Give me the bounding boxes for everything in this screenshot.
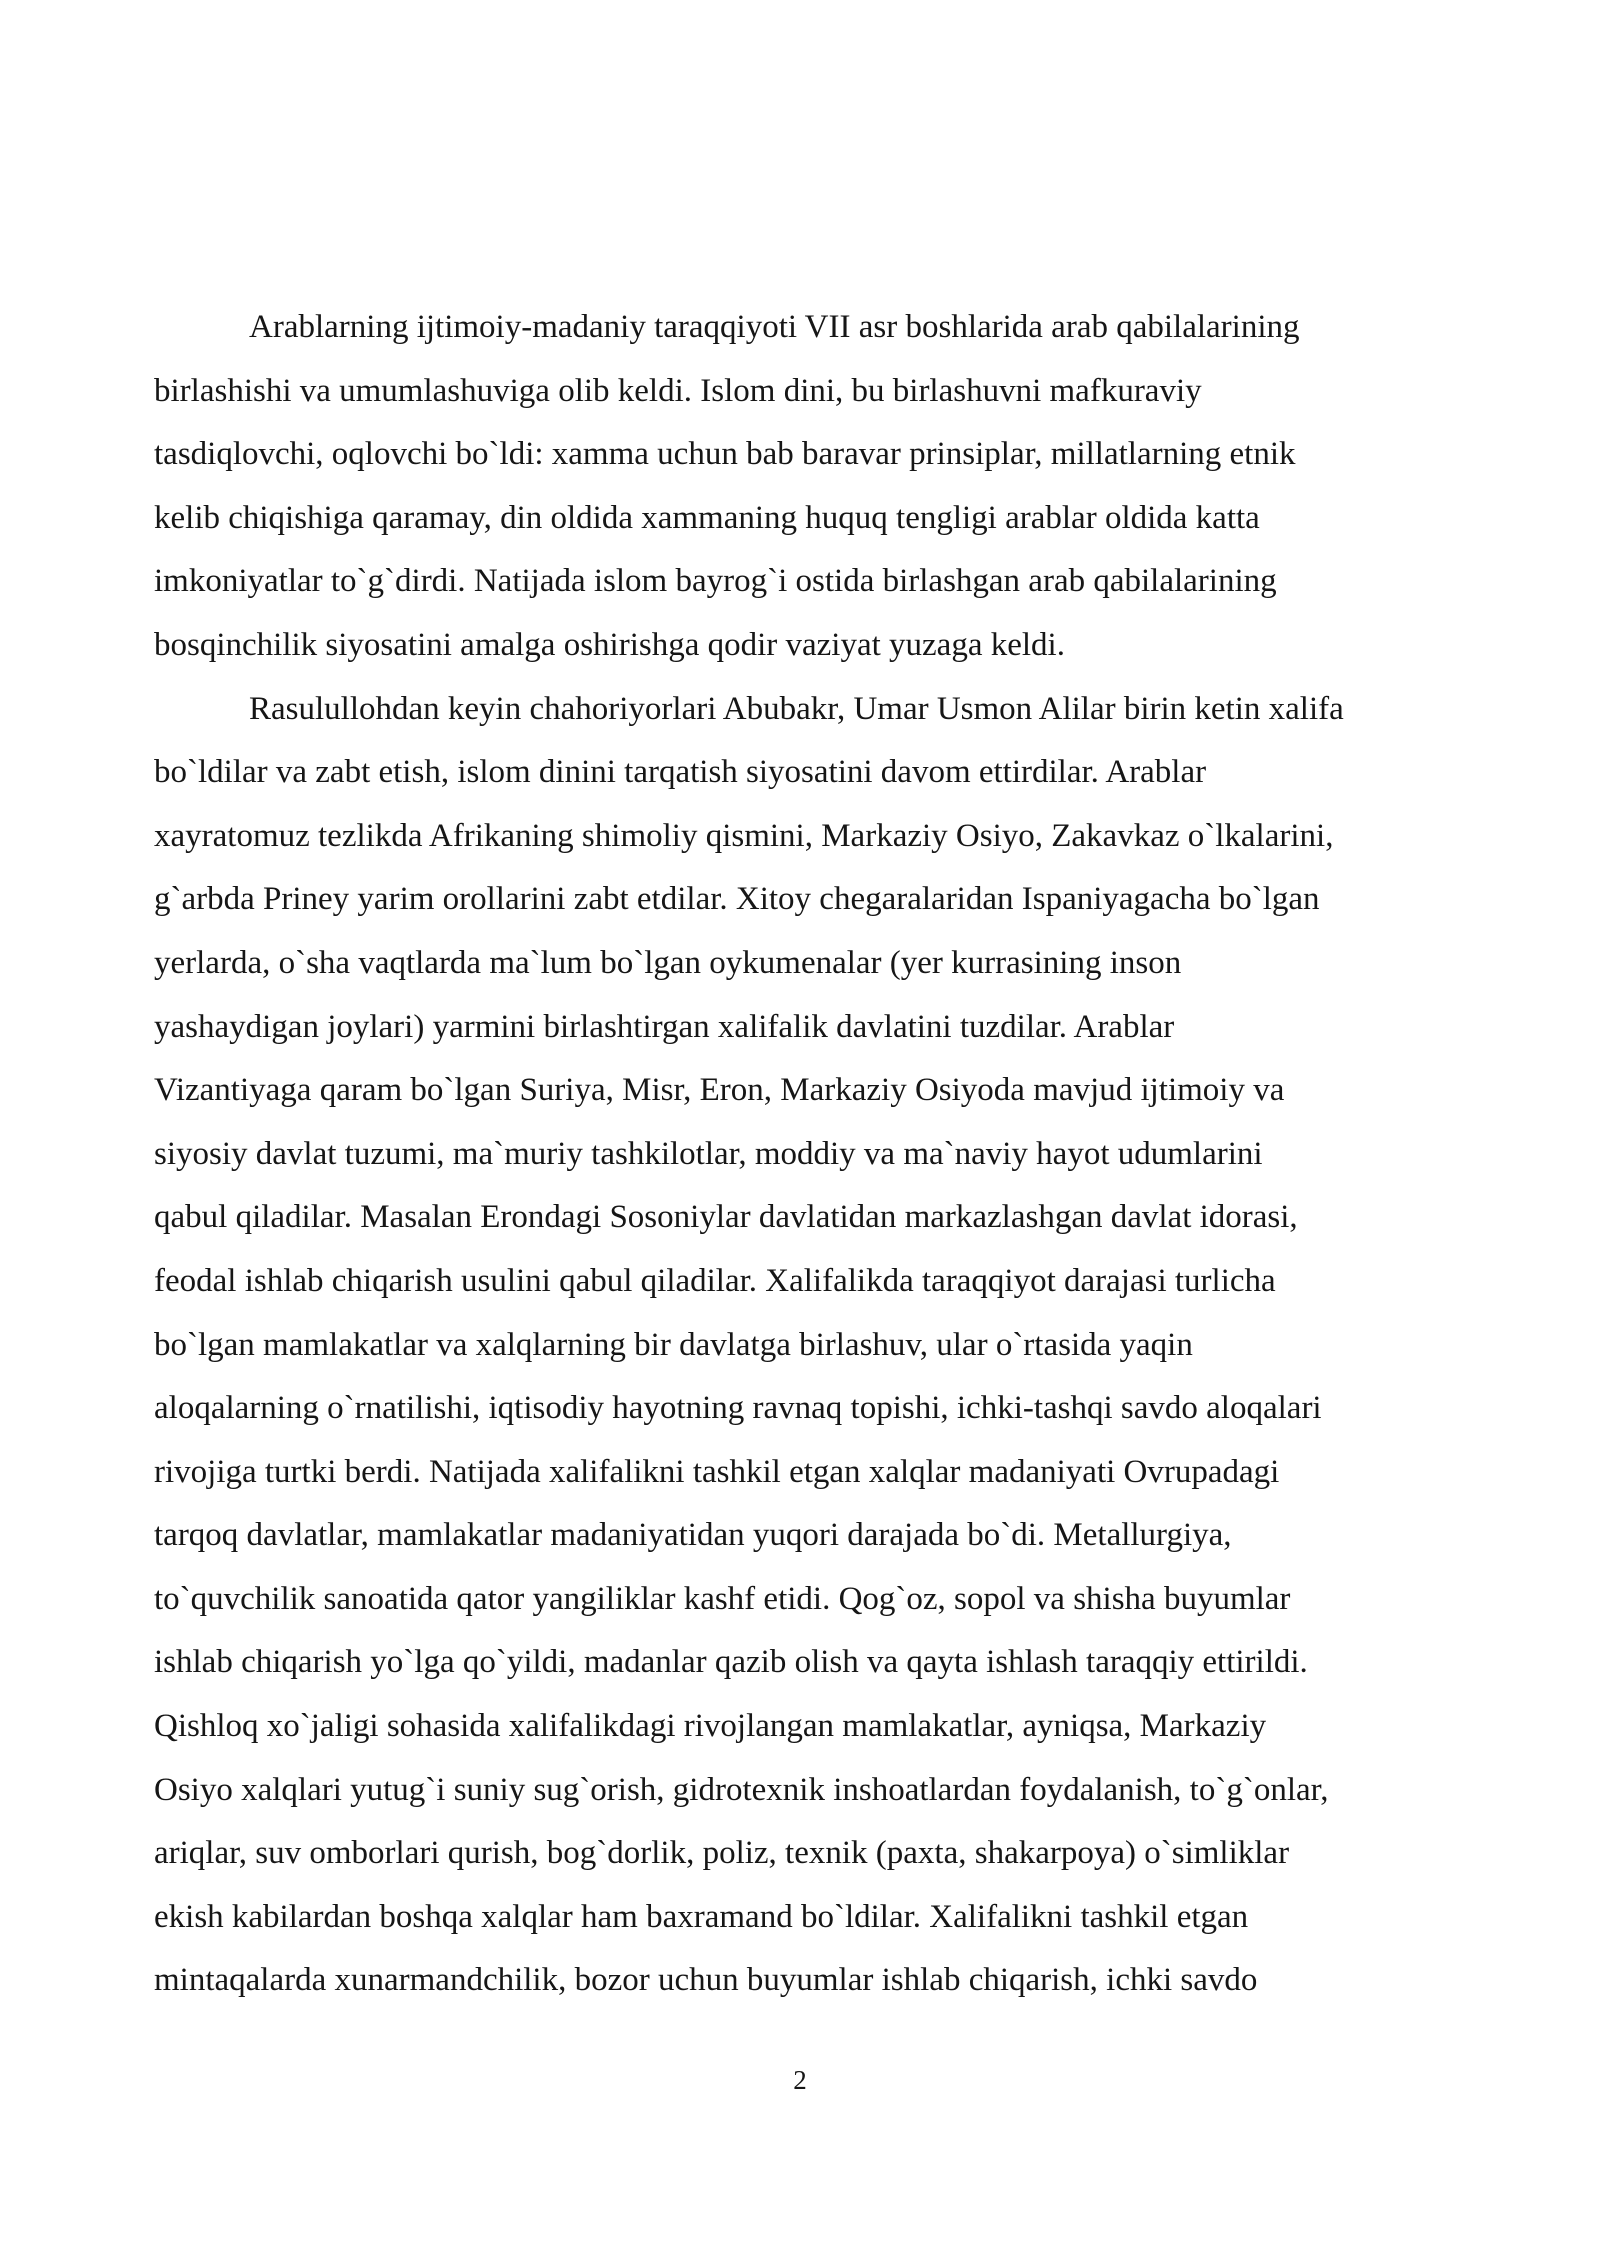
text-line: kelib chiqishiga qaramay, din oldida xammaning huquq tengligi arablar oldida katta xyxy=(154,499,1260,536)
text-line: imkoniyatlar to`g`dirdi. Natijada islom bayrog`i ostida birlashgan arab qabilalarining xyxy=(154,563,1277,600)
text-line: birlashishi va umumlashuviga olib keldi. Islom dini, bu birlashuvni mafkuraviy xyxy=(154,372,1202,409)
text-line: tarqoq davlatlar, mamlakatlar madaniyatidan yuqori darajada bo`di. Metallurgiya, xyxy=(154,1517,1232,1554)
text-line: qabul qiladilar. Masalan Erondagi Sosoniylar davlatidan markazlashgan davlat idorasi, xyxy=(154,1199,1298,1236)
text-line: Arablarning ijtimoiy-madaniy taraqqiyoti VII asr boshlarida arab qabilalarining xyxy=(249,309,1300,345)
text-line: Rasulullohdan keyin chahoriyorlari Abubakr, Umar Usmon Alilar birin ketin xalifa xyxy=(249,690,1344,727)
text-line: bosqinchilik siyosatini amalga oshirishga qodir vaziyat yuzaga keldi. xyxy=(154,626,1065,663)
text-line: feodal ishlab chiqarish usulini qabul qiladilar. Xalifalikda taraqqiyot darajasi turlicha xyxy=(154,1262,1276,1299)
text-line: siyosiy davlat tuzumi, ma`muriy tashkilotlar, moddiy va ma`naviy hayot udumlarini xyxy=(154,1135,1263,1172)
text-line: bo`lgan mamlakatlar va xalqlarning bir davlatga birlashuv, ular o`rtasida yaqin xyxy=(154,1326,1193,1363)
text-line: to`quvchilik sanoatida qator yangiliklar kashf etidi. Qog`oz, sopol va shisha buyumlar xyxy=(154,1580,1291,1617)
text-line: Vizantiyaga qaram bo`lgan Suriya, Misr, Eron, Markaziy Osiyoda mavjud ijtimoiy va xyxy=(154,1072,1285,1109)
text-line: Qishloq xo`jaligi sohasida xalifalikdagi rivojlangan mamlakatlar, ayniqsa, Markaziy xyxy=(154,1708,1267,1745)
page-number: 2 xyxy=(793,2065,807,2095)
text-line: rivojiga turtki berdi. Natijada xalifalikni tashkil etgan xalqlar madaniyati Ovrupadagi xyxy=(154,1453,1280,1490)
document-body xyxy=(154,296,1514,2013)
text-line: yerlarda, o`sha vaqtlarda ma`lum bo`lgan oykumenalar (yer kurrasining inson xyxy=(154,944,1182,981)
text-line: tasdiqlovchi, oqlovchi bo`ldi: xamma uchun bab baravar prinsiplar, millatlarning etnik xyxy=(154,436,1296,473)
text-line: mintaqalarda xunarmandchilik, bozor uchun buyumlar ishlab chiqarish, ichki savdo xyxy=(154,1962,1258,1999)
text-line: ariqlar, suv omborlari qurish, bog`dorlik, poliz, texnik (paxta, shakarpoya) o`simliklar xyxy=(154,1835,1290,1872)
paragraph xyxy=(154,678,1514,2013)
text-line: ekish kabilardan boshqa xalqlar ham baxramand bo`ldilar. Xalifalikni tashkil etgan xyxy=(154,1898,1249,1935)
text-line: xayratomuz tezlikda Afrikaning shimoliy qismini, Markaziy Osiyo, Zakavkaz o`lkalarini, xyxy=(154,817,1334,854)
text-line: yashaydigan joylari) yarmini birlashtirgan xalifalik davlatini tuzdilar. Arablar xyxy=(154,1008,1175,1045)
paragraph xyxy=(154,296,1514,678)
text-line: g`arbda Priney yarim orollarini zabt etdilar. Xitoy chegaralaridan Ispaniyagacha bo`lgan xyxy=(154,881,1320,918)
text-line: bo`ldilar va zabt etish, islom dinini tarqatish siyosatini davom ettirdilar. Arablar xyxy=(154,754,1207,791)
text-line: ishlab chiqarish yo`lga qo`yildi, madanlar qazib olish va qayta ishlash taraqqiy ettirildi. xyxy=(154,1644,1308,1681)
text-line: aloqalarning o`rnatilishi, iqtisodiy hayotning ravnaq topishi, ichki-tashqi savdo aloqalari xyxy=(154,1390,1322,1427)
text-line: Osiyo xalqlari yutug`i suniy sug`orish, gidrotexnik inshoatlardan foydalanish, to`g`onlar, xyxy=(154,1771,1329,1808)
